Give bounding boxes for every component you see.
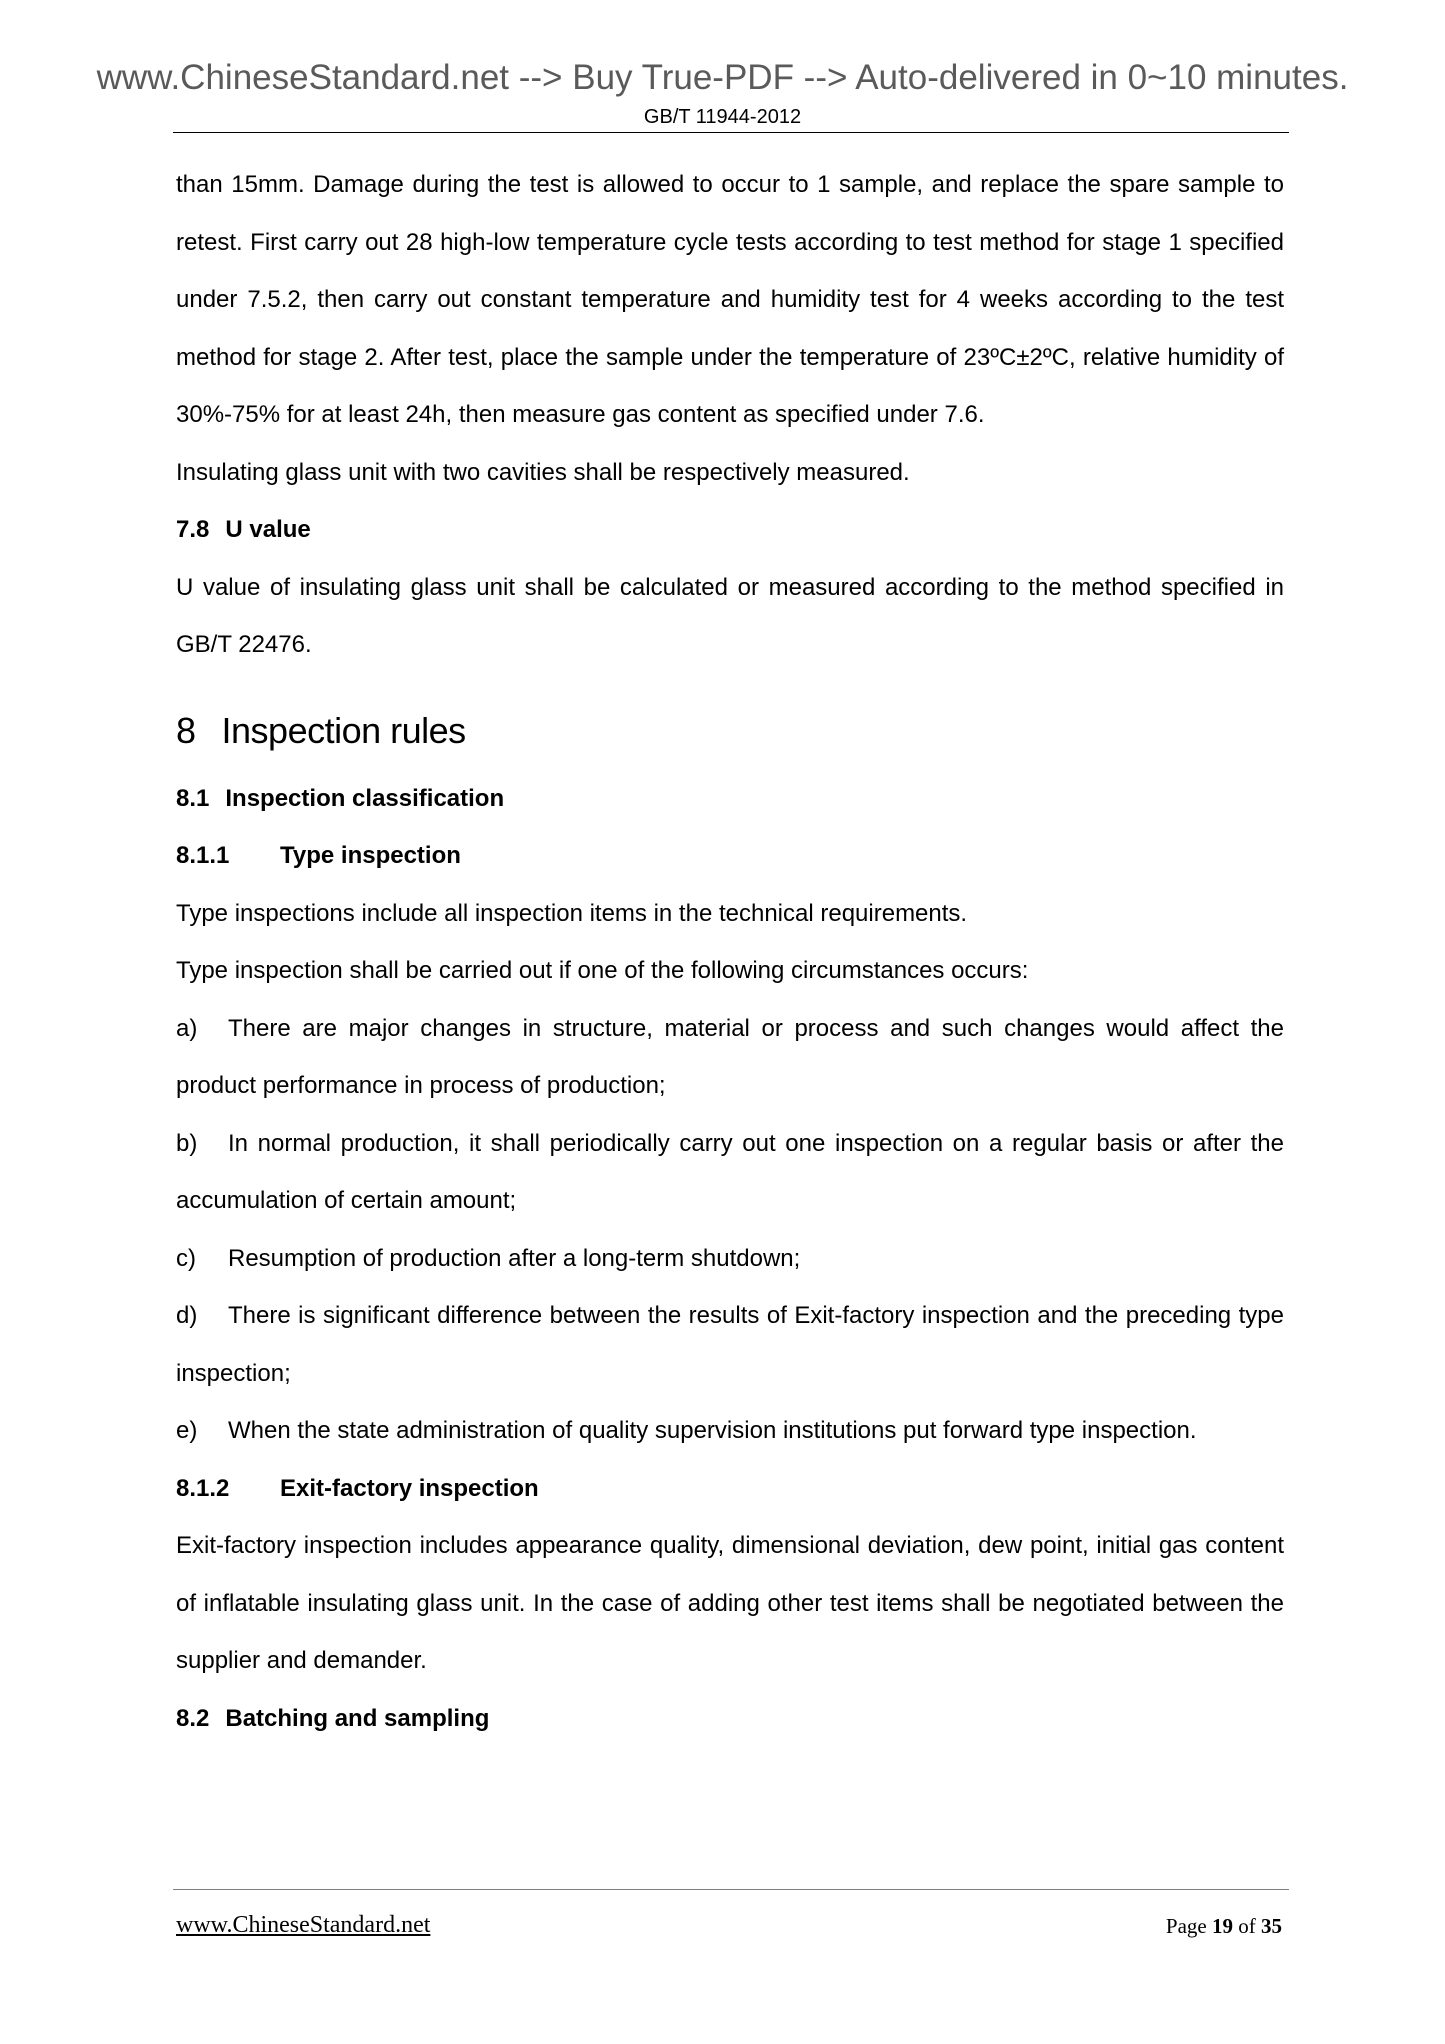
- list-marker: e): [176, 1417, 198, 1444]
- heading-title: Exit-factory inspection: [280, 1474, 539, 1502]
- paragraph-exit-factory: Exit-factory inspection includes appearance quality, dimensional deviation, dew point, initial gas content of inflatable insulating glass unit. In the case of adding other test items shall be negotiated between the supplier and demander.: [176, 1532, 1284, 1674]
- list-marker: b): [176, 1129, 198, 1157]
- list-item-text: There is significant difference between the results of Exit-factory inspection and the preceding type inspection;: [176, 1302, 1284, 1387]
- paragraph-type-items: Type inspections include all inspection items in the technical requirements.: [176, 899, 968, 927]
- list-item-text: In normal production, it shall periodically carry out one inspection on a regular basis or after the accumulation of certain amount;: [176, 1129, 1284, 1214]
- heading-number: 8.1: [176, 784, 210, 812]
- list-item-text: Resumption of production after a long-term shutdown;: [228, 1244, 801, 1272]
- heading-8-1: [176, 770, 1284, 828]
- paragraph-type-when: Type inspection shall be carried out if one of the following circumstances occurs:: [176, 957, 1029, 984]
- heading-title: Batching and sampling: [225, 1704, 490, 1732]
- footer-site-link[interactable]: www.ChineseStandard.net: [176, 1912, 431, 1938]
- heading-number: 8: [176, 709, 196, 751]
- page-total: 35: [1261, 1914, 1282, 1938]
- paragraph-u-value: U value of insulating glass unit shall be calculated or measured according to the method specified in GB/T 22476.: [176, 573, 1284, 658]
- heading-8-2: [176, 1690, 1284, 1748]
- list-item-text: There are major changes in structure, material or process and such changes would affect the product performance in process of production;: [176, 1014, 1284, 1099]
- document-body: [176, 156, 1284, 1747]
- heading-number: 7.8: [176, 516, 210, 543]
- heading-8-1-2: [176, 1460, 1284, 1518]
- list-item-d: [176, 1287, 1284, 1402]
- heading-number: 8.1.2: [176, 1474, 230, 1502]
- page-current: 19: [1212, 1914, 1233, 1938]
- footer-divider: [173, 1889, 1289, 1890]
- header-divider: [173, 132, 1289, 133]
- heading-8: [176, 674, 1284, 770]
- paragraph-two-cavities: Insulating glass unit with two cavities shall be respectively measured.: [176, 458, 910, 486]
- list-marker: c): [176, 1244, 196, 1272]
- heading-8-1-1: [176, 827, 1284, 885]
- list-marker: d): [176, 1302, 198, 1329]
- list-item-a: [176, 1000, 1284, 1115]
- heading-title: U value: [225, 516, 311, 543]
- list-item-c: [176, 1230, 1284, 1288]
- heading-title: Inspection rules: [221, 709, 466, 751]
- page-number: [1166, 1912, 1282, 1940]
- list-item-e: [176, 1402, 1284, 1460]
- heading-title: Type inspection: [280, 842, 461, 869]
- list-item-b: [176, 1115, 1284, 1230]
- heading-number: 8.1.1: [176, 842, 230, 869]
- paragraph-continued: than 15mm. Damage during the test is allowed to occur to 1 sample, and replace the spare sample to retest. First carry out 28 high-low temperature cycle tests according to test method for stage 1 specified under 7.5.2, then carry out constant temperature and humidity test for 4 weeks according to the test method for stage 2. After test, place the sample under the temperature of 23ºC±2ºC, relative humidity of 30%-75% for at least 24h, then measure gas content as specified under 7.6.: [176, 171, 1284, 428]
- standard-code: GB/T 11944-2012: [643, 106, 802, 128]
- list-item-text: When the state administration of quality supervision institutions put forward type inspection.: [228, 1417, 1197, 1444]
- heading-title: Inspection classification: [225, 784, 505, 812]
- page-of: of: [1238, 1914, 1256, 1938]
- heading-number: 8.2: [176, 1704, 210, 1732]
- site-banner[interactable]: www.ChineseStandard.net --> Buy True-PDF --> Auto-delivered in 0~10 minutes.: [96, 58, 1349, 97]
- list-marker: a): [176, 1014, 198, 1042]
- page-word: Page: [1165, 1914, 1207, 1938]
- heading-7-8: [176, 501, 1284, 559]
